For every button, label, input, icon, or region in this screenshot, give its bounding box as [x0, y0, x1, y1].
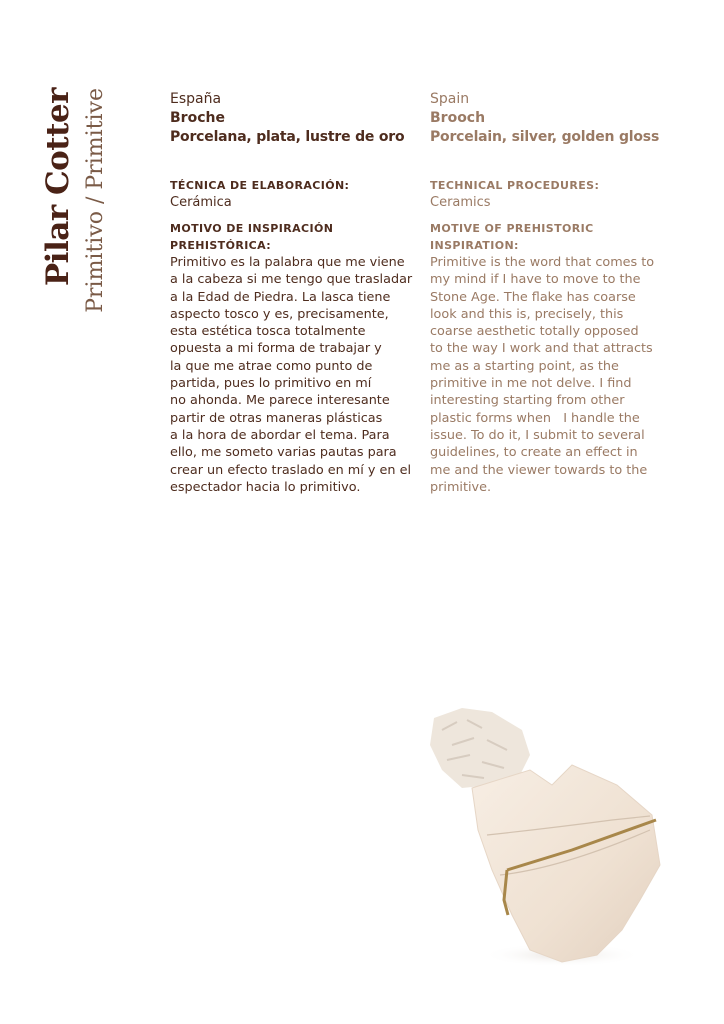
technique-en: Ceramics — [430, 195, 491, 210]
country-en: Spain — [430, 91, 470, 107]
work-title: Primitivo / Primitive — [83, 88, 108, 313]
country-es: España — [170, 91, 222, 107]
motive-label-en: MOTIVE OF PREHISTORIC INSPIRATION: — [430, 222, 594, 252]
vertical-title — [38, 88, 128, 358]
motive-text-en: Primitive is the word that comes to my mind if I have to move to the Stone Age. The flake has coarse look and this is, precisely, this coarse aesthetic totally opposed to the way I work and that attracts me as a starting point, as the primitive in me not delve. I find interesting starting from other plastic forms when I handle the issue. To do it, I submit to several guidelines, to create an effect in me and the viewer towards to the primitive. — [430, 255, 655, 495]
motive-label-es: MOTIVO DE INSPIRACIÓN PREHISTÓRICA: — [170, 222, 334, 252]
english-column — [430, 90, 690, 496]
motive-text-es: Primitivo es la palabra que me viene a la cabeza si me tengo que trasladar a la Edad de Piedra. La lasca tiene aspecto tosco y es, precisamente, esta estética tosca totalmente opuesta a mi forma de trabajar y la que me atrae como punto de partida, pues lo primitivo en mí no ahonda. Me parece interesante partir de otras maneras plásticas a la hora de abordar el tema. Para ello, me someto varias pautas para crear un efecto traslado en mí y en el espectador hacia lo primitivo. — [170, 255, 413, 495]
spanish-column — [170, 90, 420, 496]
technique-es: Cerámica — [170, 195, 232, 210]
object-es: Broche — [170, 110, 225, 126]
technique-label-en: TECHNICAL PROCEDURES: — [430, 179, 600, 192]
artist-name: Pilar Cotter — [40, 88, 76, 287]
materials-en: Porcelain, silver, golden gloss — [430, 129, 660, 145]
object-en: Brooch — [430, 110, 486, 126]
materials-es: Porcelana, plata, lustre de oro — [170, 129, 405, 145]
technique-label-es: TÉCNICA DE ELABORACIÓN: — [170, 179, 350, 192]
brooch-photo — [412, 700, 682, 970]
